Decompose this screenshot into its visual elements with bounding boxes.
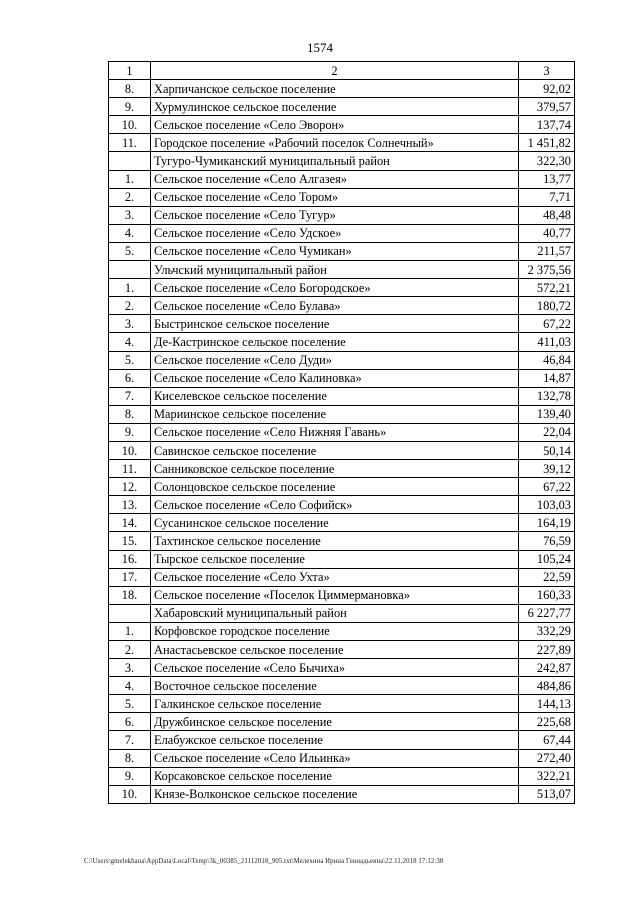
data-table [108,61,575,804]
table-row [109,261,575,279]
table-row [109,568,575,586]
row-number-cell: 10. [109,441,151,459]
row-number-cell: 11. [109,460,151,478]
row-name-cell: Сельское поселение «Село Булава» [151,297,519,315]
row-number-cell: 7. [109,731,151,749]
row-name-cell: Хурмулинское сельское поселение [151,98,519,116]
row-name-cell: Сельское поселение «Село Чумикан» [151,242,519,260]
table-row [109,514,575,532]
table-row [109,731,575,749]
row-number-cell: 1. [109,279,151,297]
row-name-cell: Де-Кастринское сельское поселение [151,333,519,351]
row-number-cell: 8. [109,749,151,767]
row-number-cell [109,604,151,622]
table-row [109,387,575,405]
table-row [109,405,575,423]
table-row [109,622,575,640]
row-number-cell: 5. [109,695,151,713]
table-row [109,134,575,152]
table-row [109,695,575,713]
row-value-cell: 13,77 [519,170,575,188]
table-row [109,441,575,459]
row-value-cell: 67,22 [519,478,575,496]
row-number-cell: 10. [109,116,151,134]
row-value-cell: 572,21 [519,279,575,297]
page-number: 1574 [307,40,333,55]
row-name-cell: Сельское поселение «Поселок Циммермановка» [151,586,519,604]
row-name-cell: Хабаровский муниципальный район [151,604,519,622]
row-name-cell: Сельское поселение «Село Эворон» [151,116,519,134]
row-number-cell: 6. [109,713,151,731]
table-row [109,206,575,224]
table-row [109,297,575,315]
row-number-cell: 9. [109,98,151,116]
row-value-cell: 379,57 [519,98,575,116]
table-row [109,460,575,478]
table-row [109,423,575,441]
row-name-cell: Сусанинское сельское поселение [151,514,519,532]
row-number-cell: 12. [109,478,151,496]
row-value-cell: 211,57 [519,242,575,260]
row-value-cell: 105,24 [519,550,575,568]
row-value-cell: 411,03 [519,333,575,351]
row-number-cell: 9. [109,767,151,785]
row-number-cell [109,261,151,279]
row-value-cell: 144,13 [519,695,575,713]
table-row [109,496,575,514]
table-row [109,188,575,206]
row-value-cell: 67,22 [519,315,575,333]
row-number-cell: 11. [109,134,151,152]
row-value-cell: 46,84 [519,351,575,369]
row-value-cell: 2 375,56 [519,261,575,279]
table-row [109,333,575,351]
table-row [109,80,575,98]
row-name-cell: Князе-Волконское сельское поселение [151,785,519,803]
table-row [109,116,575,134]
table-header-row [109,62,575,80]
row-value-cell: 322,30 [519,152,575,170]
row-name-cell: Сельское поселение «Село Удское» [151,224,519,242]
row-value-cell: 7,71 [519,188,575,206]
column-header-number: 1 [109,62,151,80]
row-name-cell: Тугуро-Чумиканский муниципальный район [151,152,519,170]
row-number-cell: 9. [109,423,151,441]
row-name-cell: Ульчский муниципальный район [151,261,519,279]
row-name-cell: Сельское поселение «Село Богородское» [151,279,519,297]
row-name-cell: Савинское сельское поселение [151,441,519,459]
row-number-cell: 17. [109,568,151,586]
table-row [109,767,575,785]
row-number-cell: 18. [109,586,151,604]
row-name-cell: Сельское поселение «Село Бычиха» [151,659,519,677]
row-number-cell: 6. [109,369,151,387]
row-value-cell: 513,07 [519,785,575,803]
row-number-cell: 2. [109,188,151,206]
row-value-cell: 40,77 [519,224,575,242]
row-number-cell: 14. [109,514,151,532]
row-number-cell: 16. [109,550,151,568]
file-path-footer: C:\Users\gmelekhana\AppData\Local\Temp\3k_00385_21112018_905.txt\Мелехина Ирина Геннадьевна\22.11.2018 17:12:38 [84,858,444,865]
table-row [109,170,575,188]
row-name-cell: Солонцовское сельское поселение [151,478,519,496]
table-row [109,677,575,695]
row-value-cell: 164,19 [519,514,575,532]
row-number-cell: 1. [109,622,151,640]
row-number-cell: 2. [109,297,151,315]
row-number-cell: 3. [109,206,151,224]
table-row [109,641,575,659]
table-row [109,586,575,604]
row-name-cell: Киселевское сельское поселение [151,387,519,405]
row-name-cell: Анастасьевское сельское поселение [151,641,519,659]
row-value-cell: 227,89 [519,641,575,659]
row-number-cell: 8. [109,405,151,423]
row-number-cell: 5. [109,351,151,369]
row-number-cell: 3. [109,315,151,333]
row-name-cell: Восточное сельское поселение [151,677,519,695]
row-value-cell: 139,40 [519,405,575,423]
row-number-cell: 4. [109,333,151,351]
row-name-cell: Сельское поселение «Село Ухта» [151,568,519,586]
table-row [109,532,575,550]
row-number-cell: 4. [109,677,151,695]
row-name-cell: Сельское поселение «Село Ильинка» [151,749,519,767]
row-name-cell: Санниковское сельское поселение [151,460,519,478]
row-name-cell: Сельское поселение «Село Нижняя Гавань» [151,423,519,441]
row-value-cell: 14,87 [519,369,575,387]
row-name-cell: Дружбинское сельское поселение [151,713,519,731]
row-name-cell: Сельское поселение «Село Калиновка» [151,369,519,387]
row-name-cell: Тахтинское сельское поселение [151,532,519,550]
table-row [109,351,575,369]
row-value-cell: 76,59 [519,532,575,550]
table-row [109,550,575,568]
row-value-cell: 1 451,82 [519,134,575,152]
row-number-cell: 2. [109,641,151,659]
row-value-cell: 332,29 [519,622,575,640]
row-number-cell [109,152,151,170]
row-number-cell: 15. [109,532,151,550]
row-value-cell: 92,02 [519,80,575,98]
row-name-cell: Городское поселение «Рабочий поселок Солнечный» [151,134,519,152]
row-name-cell: Сельское поселение «Село Тугур» [151,206,519,224]
row-number-cell: 5. [109,242,151,260]
table-row [109,242,575,260]
table-row [109,224,575,242]
row-name-cell: Елабужское сельское поселение [151,731,519,749]
row-value-cell: 272,40 [519,749,575,767]
row-name-cell: Тырское сельское поселение [151,550,519,568]
table-row [109,478,575,496]
row-value-cell: 48,48 [519,206,575,224]
row-value-cell: 103,03 [519,496,575,514]
row-name-cell: Корфовское городское поселение [151,622,519,640]
column-header-name: 2 [151,62,519,80]
table-row [109,713,575,731]
row-value-cell: 22,04 [519,423,575,441]
row-name-cell: Сельское поселение «Село Алгазея» [151,170,519,188]
table-row [109,604,575,622]
table-row [109,152,575,170]
row-number-cell: 4. [109,224,151,242]
table-row [109,785,575,803]
row-value-cell: 39,12 [519,460,575,478]
row-number-cell: 8. [109,80,151,98]
row-value-cell: 50,14 [519,441,575,459]
row-name-cell: Сельское поселение «Село Софийск» [151,496,519,514]
row-name-cell: Сельское поселение «Село Дуди» [151,351,519,369]
row-name-cell: Харпичанское сельское поселение [151,80,519,98]
column-header-value: 3 [519,62,575,80]
row-value-cell: 225,68 [519,713,575,731]
table-row [109,98,575,116]
row-value-cell: 322,21 [519,767,575,785]
table-row [109,749,575,767]
row-value-cell: 484,86 [519,677,575,695]
row-value-cell: 160,33 [519,586,575,604]
row-value-cell: 67,44 [519,731,575,749]
table-row [109,659,575,677]
row-number-cell: 13. [109,496,151,514]
row-value-cell: 242,87 [519,659,575,677]
row-number-cell: 1. [109,170,151,188]
table-row [109,315,575,333]
row-value-cell: 180,72 [519,297,575,315]
row-number-cell: 10. [109,785,151,803]
row-number-cell: 7. [109,387,151,405]
row-value-cell: 132,78 [519,387,575,405]
row-name-cell: Корсаковское сельское поселение [151,767,519,785]
row-value-cell: 137,74 [519,116,575,134]
row-name-cell: Галкинское сельское поселение [151,695,519,713]
row-name-cell: Мариинское сельское поселение [151,405,519,423]
row-value-cell: 22,59 [519,568,575,586]
row-number-cell: 3. [109,659,151,677]
row-name-cell: Сельское поселение «Село Тором» [151,188,519,206]
table-row [109,279,575,297]
row-value-cell: 6 227,77 [519,604,575,622]
row-name-cell: Быстринское сельское поселение [151,315,519,333]
table-row [109,369,575,387]
